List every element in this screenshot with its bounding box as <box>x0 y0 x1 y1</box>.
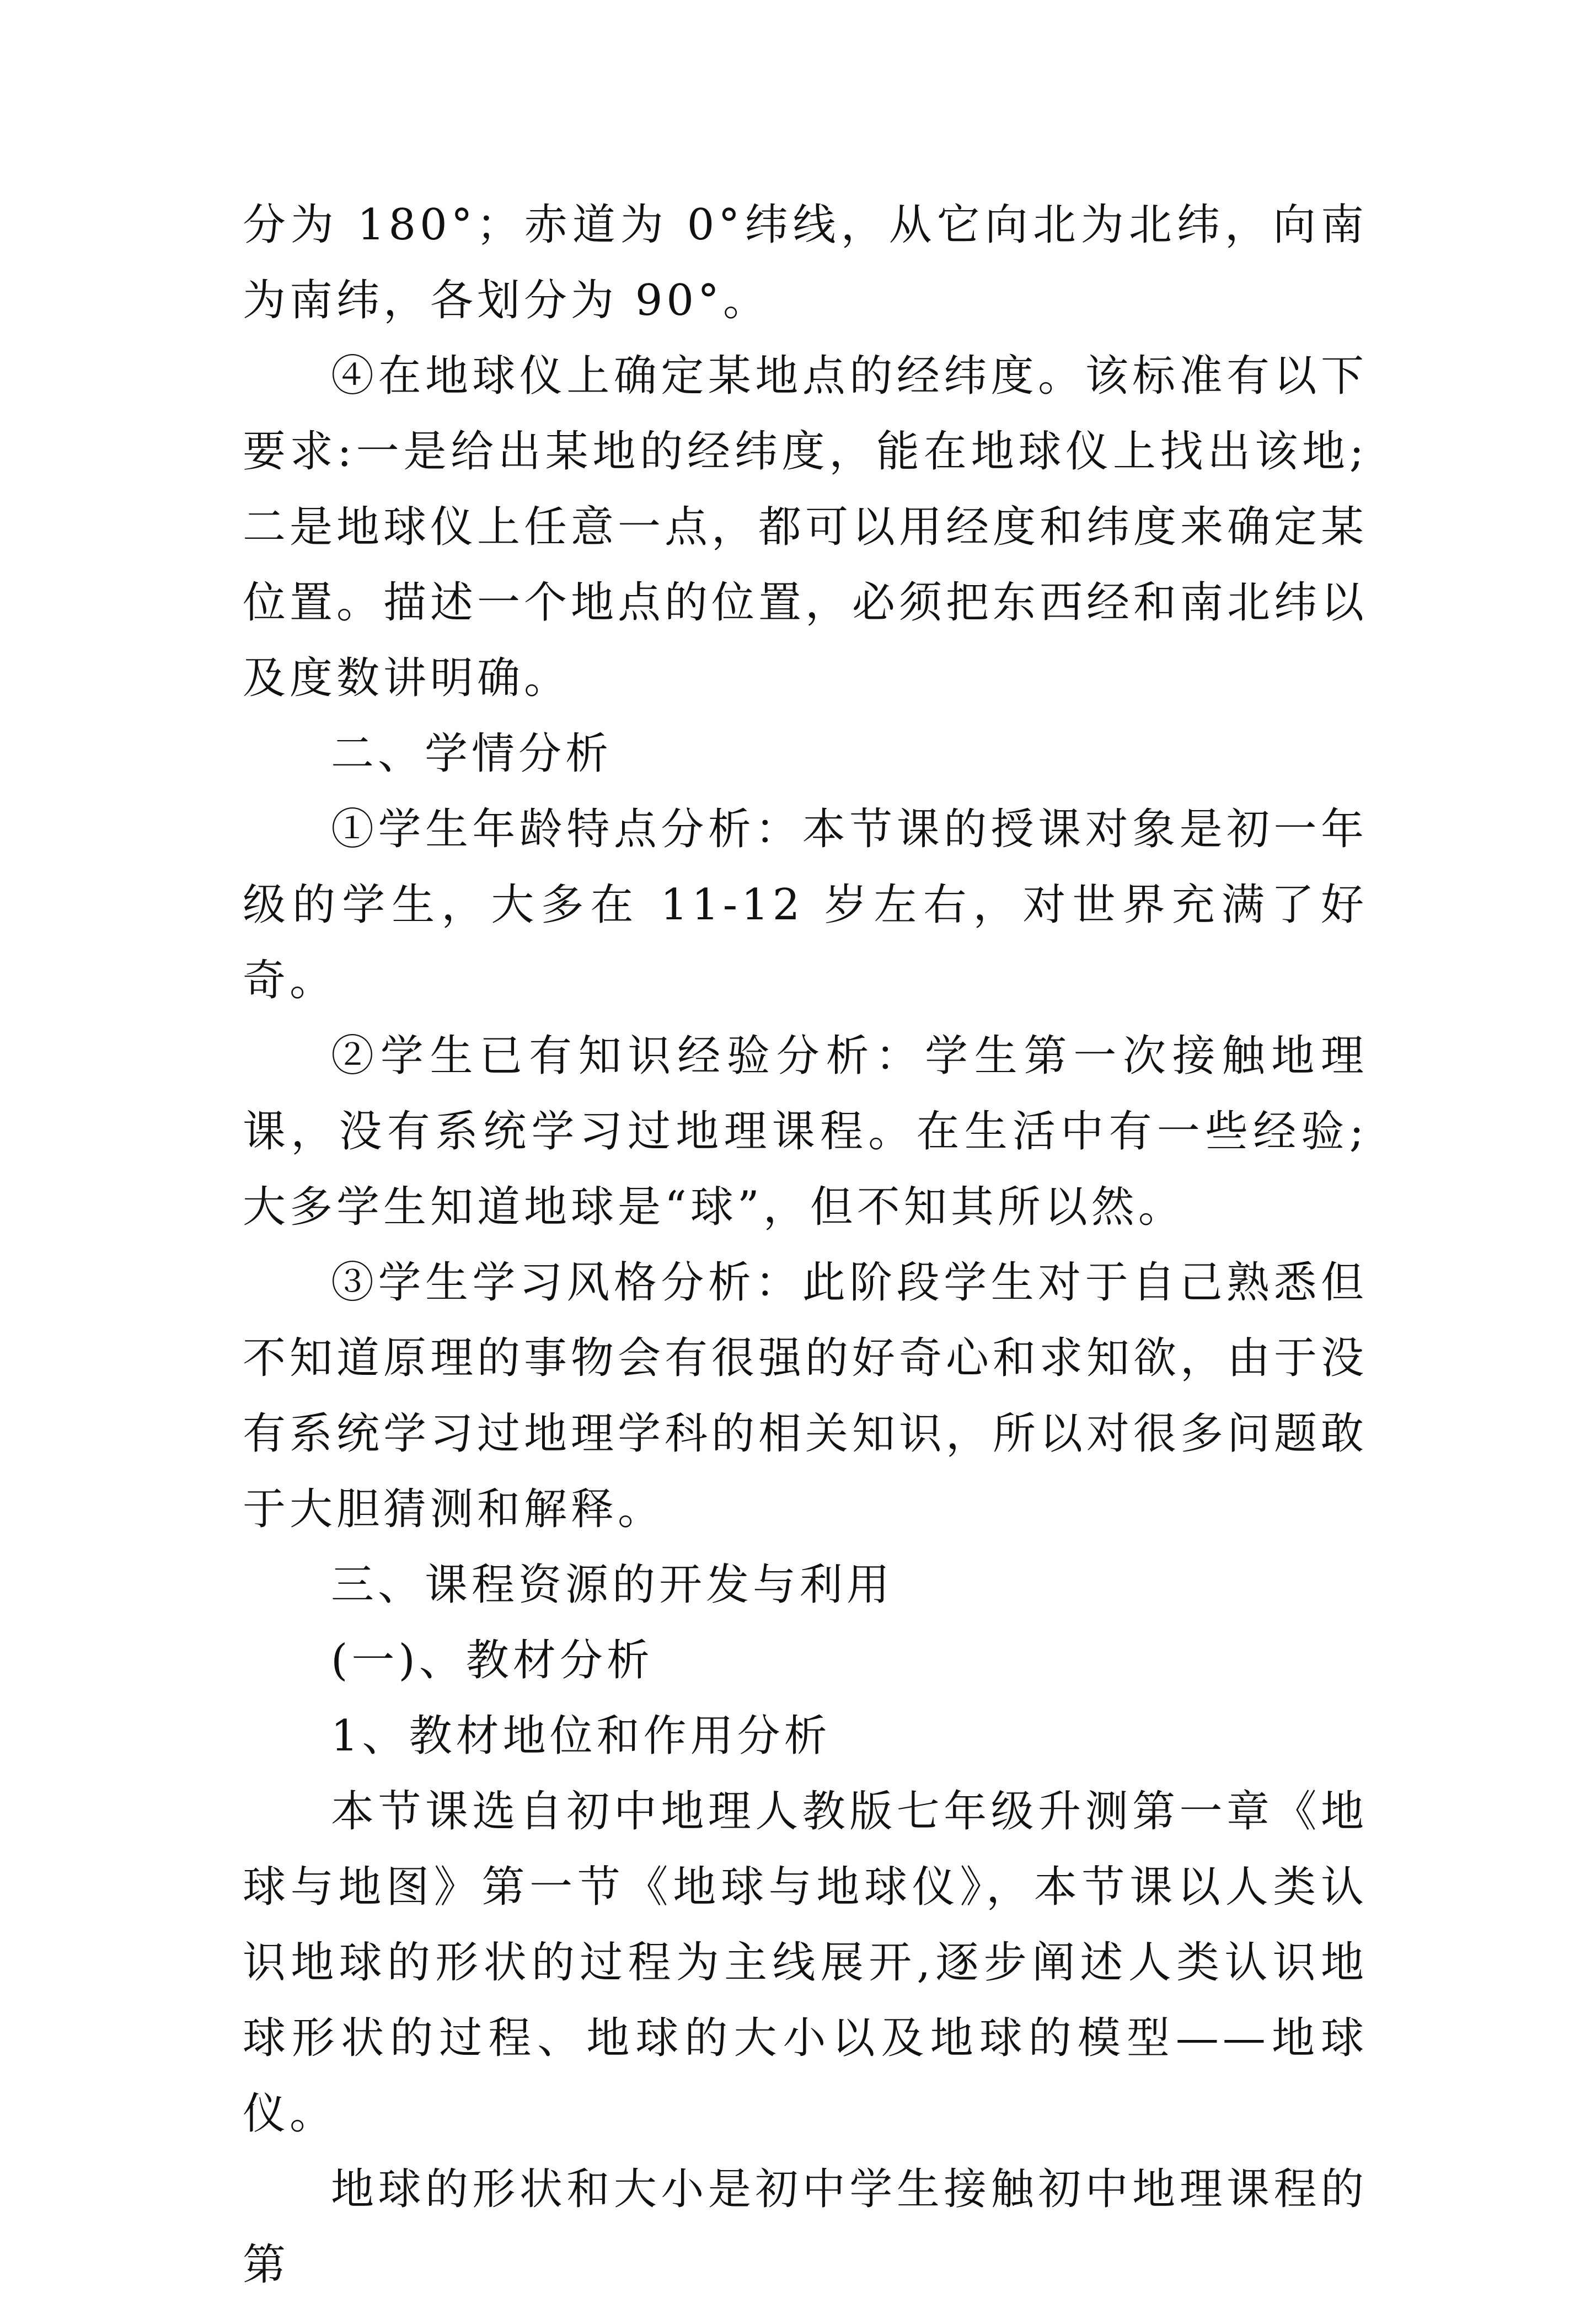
section-heading-course-resources: 三、课程资源的开发与利用 <box>331 1560 894 1610</box>
paragraph-knowledge-analysis: ②学生已有知识经验分析：学生第一次接触地理课，没有系统学习过地理课程。在生活中有一些经验;大多学生知道地球是“球”，但不知其所以然。 <box>243 1031 1368 1232</box>
paragraph-continuation: 分为 180°；赤道为 0°纬线，从它向北为北纬，向南为南纬，各划分为 90°。 <box>243 200 1368 325</box>
paragraph-learning-style-analysis: ③学生学习风格分析：此阶段学生对于自己熟悉但不知道原理的事物会有很强的好奇心和求知欲，由于没有系统学习过地理学科的相关知识，所以对很多问题敢于大胆猜测和解释。 <box>243 1258 1368 1534</box>
document-body <box>243 188 1368 2303</box>
paragraph-latitude-longitude: ④在地球仪上确定某地点的经纬度。该标准有以下要求:一是给出某地的经纬度，能在地球仪上找出该地;二是地球仪上任意一点，都可以用经度和纬度来确定某位置。描述一个地点的位置，必须把东西经和南北纬以及度数讲明确。 <box>243 351 1368 703</box>
subsection-heading-textbook-analysis: (一)、教材分析 <box>331 1636 654 1685</box>
paragraph-textbook-role: 本节课选自初中地理人教版七年级升测第一章《地球与地图》第一节《地球与地球仪》，本节课以人类认识地球的形状的过程为主线展开,逐步阐述人类认识地球形状的过程、地球的大小以及地球的模型——地球仪。 <box>243 1787 1368 2139</box>
paragraph-age-analysis: ①学生年龄特点分析：本节课的授课对象是初一年级的学生，大多在 11-12 岁左右，对世界充满了好奇。 <box>243 805 1368 1005</box>
paragraph-earth-shape-size: 地球的形状和大小是初中学生接触初中地理课程的第 <box>243 2165 1368 2290</box>
section-heading-learner-analysis: 二、学情分析 <box>331 729 613 779</box>
subsection-heading-textbook-role: 1、教材地位和作用分析 <box>331 1711 831 1761</box>
